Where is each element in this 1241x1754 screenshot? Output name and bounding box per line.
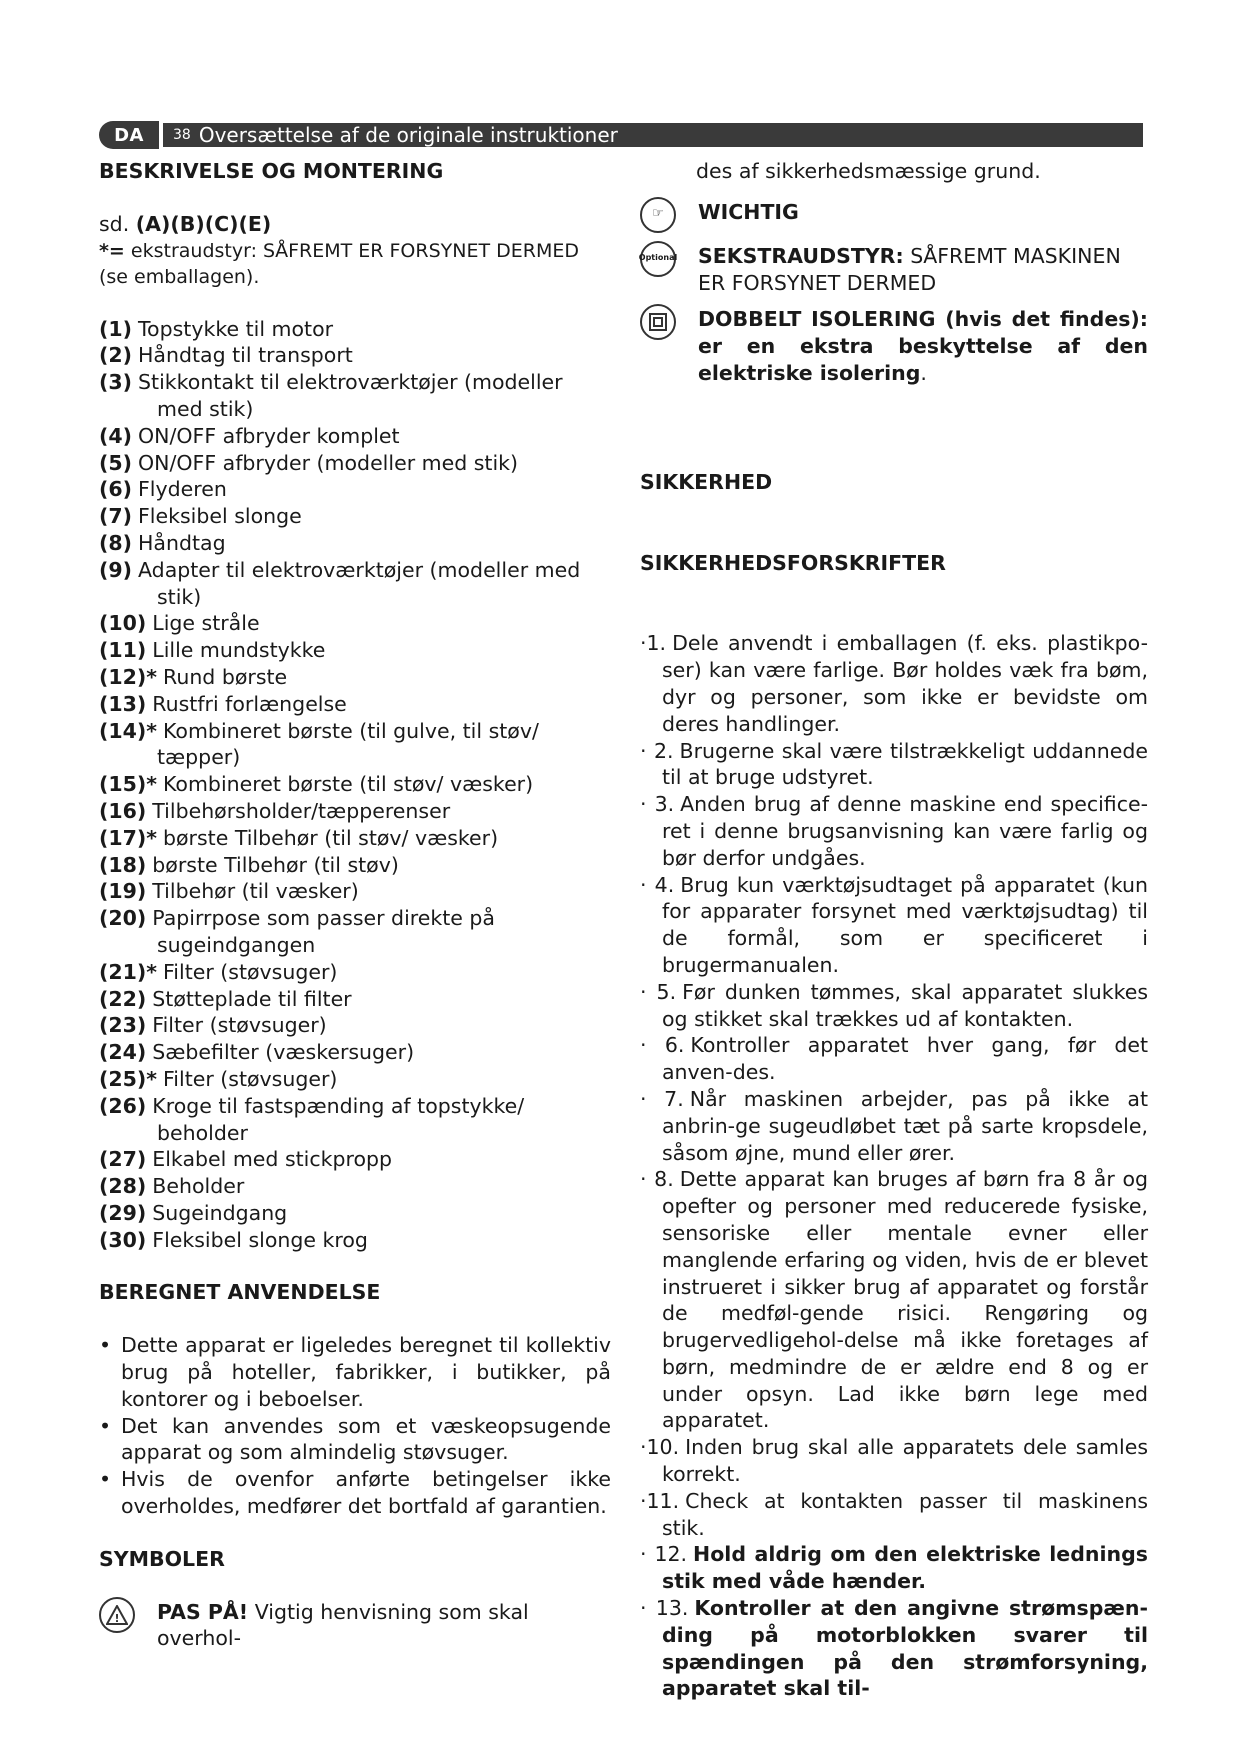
part-label: Håndtag <box>138 530 226 555</box>
warning-triangle-icon <box>99 1597 135 1633</box>
rule-text: Brugerne skal være tilstrækkeligt uddannede til at bruge udstyret. <box>662 738 1148 790</box>
part-label: Flyderen <box>138 477 227 502</box>
part-number: (13) <box>99 691 147 716</box>
warning-symbol-row <box>99 1599 611 1653</box>
part-label: Lige stråle <box>152 611 260 636</box>
safety-rule <box>640 1032 1148 1086</box>
part-label: Støtteplade til filter <box>152 986 352 1011</box>
rule-text: Når maskinen arbejder, pas på ikke at anbrin-ge sugeudløbet tæt på sarte kropsdele, såsom øjne, mund eller ører. <box>662 1086 1148 1165</box>
part-label: Lille mundstykke <box>152 638 326 663</box>
part-item <box>99 342 611 369</box>
part-item <box>99 905 611 959</box>
optional-symbol-row <box>640 243 1148 297</box>
safety-rule <box>640 1541 1148 1595</box>
part-item <box>99 1146 611 1173</box>
rule-text: Anden brug af denne maskine end specifice-ret i denne brugsanvisning kan være farlig og bør derfor undgåes. <box>662 792 1149 870</box>
optional-symbol-desc: SÅFREMT MASKINEN ER FORSYNET DERMED <box>698 243 1121 295</box>
part-number: (8) <box>99 530 133 555</box>
part-number: (29) <box>99 1200 147 1225</box>
rule-text: Hold aldrig om den elektriske lednings stik med våde hænder. <box>662 1542 1148 1594</box>
part-number: (6) <box>99 477 133 502</box>
part-label: Håndtag til transport <box>138 343 353 368</box>
part-item <box>99 1173 611 1200</box>
part-label: børste Tilbehør (til støv) <box>152 852 399 877</box>
rule-text: Kontroller at den angivne strømspæn-ding på motorblokken svarer til spændingen på den strømforsyning, apparatet skal til- <box>662 1596 1148 1701</box>
rule-text: Før dunken tømmes, skal apparatet slukkes og stikket skal trækkes ud af kontakten. <box>662 979 1149 1031</box>
intended-use-list <box>99 1332 611 1520</box>
rule-number: · 13. <box>640 1596 689 1621</box>
part-number: (11) <box>99 638 147 663</box>
pointing-hand-icon: ☞ <box>640 197 676 233</box>
part-number: (19) <box>99 879 147 904</box>
intended-use-item: • Dette apparat er ligeledes beregnet til kollektiv brug på hoteller, fabrikker, i butikker, på kontorer og i beboelser. <box>99 1332 611 1412</box>
part-item <box>99 771 611 798</box>
part-item <box>99 1039 611 1066</box>
part-item <box>99 423 611 450</box>
part-label: Tilbehørsholder/tæpperenser <box>152 798 451 823</box>
safety-rule <box>640 1086 1148 1166</box>
part-number: (3) <box>99 370 133 395</box>
parts-list <box>99 316 611 1254</box>
part-item <box>99 691 611 718</box>
safety-rule <box>640 1488 1148 1542</box>
part-number: (16) <box>99 798 147 823</box>
header-bar <box>163 123 1143 147</box>
rule-text: Kontroller apparatet hver gang, før det anven-des. <box>662 1033 1149 1085</box>
part-item <box>99 503 611 530</box>
safety-rule <box>640 1595 1148 1702</box>
part-number: (14)* <box>99 718 157 743</box>
optional-icon: Optional <box>640 241 676 277</box>
part-label: Filter (støvsuger) <box>163 1066 338 1091</box>
part-label: Stikkontakt til elektroværktøjer (modeller med stik) <box>138 370 563 421</box>
rule-number: · 7. <box>640 1086 684 1111</box>
part-label: Rustfri forlængelse <box>152 691 347 716</box>
rule-number: · 4. <box>640 872 675 897</box>
part-label: ON/OFF afbryder komplet <box>138 423 400 448</box>
reference-line <box>99 211 611 238</box>
rule-text: Brug kun værktøjsudtaget på apparatet (kun for apparater forsynet med værktøjsudtag) til de formål, som er specificeret i brugermanualen. <box>662 872 1149 977</box>
part-item <box>99 798 611 825</box>
part-number: (27) <box>99 1147 147 1172</box>
safety-rules-list <box>640 630 1148 1702</box>
description-heading: BESKRIVELSE OG MONTERING <box>99 159 444 183</box>
part-number: (20) <box>99 906 147 931</box>
part-item <box>99 718 611 772</box>
rule-number: · 8. <box>640 1167 674 1192</box>
double-insulation-end: . <box>920 360 927 385</box>
safety-rule <box>640 1166 1148 1434</box>
part-item <box>99 369 611 423</box>
rule-number: · 2. <box>640 738 674 763</box>
rule-number: · 5. <box>640 979 677 1004</box>
part-label: børste Tilbehør (til støv/ væsker) <box>163 825 499 850</box>
part-number: (26) <box>99 1093 147 1118</box>
part-number: (15)* <box>99 772 157 797</box>
double-insulation-text <box>698 306 1148 386</box>
part-item <box>99 450 611 477</box>
safety-rule <box>640 630 1148 737</box>
part-item <box>99 959 611 986</box>
intended-use-item: • Det kan anvendes som et væskeopsugende apparat og som almindelig støvsuger. <box>99 1413 611 1467</box>
double-insulation-icon <box>640 304 676 340</box>
part-item <box>99 530 611 557</box>
part-number: (25)* <box>99 1066 157 1091</box>
part-item <box>99 878 611 905</box>
part-item <box>99 1012 611 1039</box>
part-item <box>99 664 611 691</box>
intended-use-item: • Hvis de ovenfor anførte betingelser ikke overholdes, medfører det bortfald af garantien. <box>99 1466 611 1520</box>
part-number: (7) <box>99 504 133 529</box>
safety-rule <box>640 979 1148 1033</box>
rule-text: Dette apparat kan bruges af børn fra 8 år og opefter og personer med reducerede fysiske, sensoriske eller mentale evner eller manglende erfaring og viden, hvis de er blevet instrueret i sikker brug af apparatet og forstår de medføl-gende risici. Rengøring og brugervedligehol-delse må ikke foretages af børn, medmindre de er ældre end 8 og er under opsyn. Lad ikke børn lege med apparatet. <box>662 1167 1148 1433</box>
rule-number: · 12. <box>640 1542 688 1567</box>
part-item <box>99 1200 611 1227</box>
page-number: 38 <box>173 127 191 143</box>
part-label: Kombineret børste (til støv/ væsker) <box>163 772 534 797</box>
part-number: (9) <box>99 557 133 582</box>
rule-text: Check at kontakten passer til maskinens stik. <box>662 1488 1148 1540</box>
safety-rule <box>640 791 1148 871</box>
svg-text:!: ! <box>114 1611 120 1625</box>
rule-number: · 3. <box>640 792 675 817</box>
part-number: (1) <box>99 316 133 341</box>
safety-rule <box>640 1434 1148 1488</box>
rule-number: ·1. <box>640 631 667 656</box>
part-label: Tilbehør (til væsker) <box>152 879 359 904</box>
ref-prefix: sd. <box>99 211 130 236</box>
part-label: Sugeindgang <box>152 1200 288 1225</box>
part-number: (5) <box>99 450 133 475</box>
part-number: (2) <box>99 343 133 368</box>
part-item <box>99 316 611 343</box>
safety-heading: SIKKERHED <box>640 469 773 494</box>
part-label: Papirrpose som passer direkte på sugeindgangen <box>152 906 495 957</box>
part-label: ON/OFF afbryder (modeller med stik) <box>138 450 519 475</box>
part-label: Filter (støvsuger) <box>163 959 338 984</box>
right-column <box>640 158 1148 1702</box>
part-number: (22) <box>99 986 147 1011</box>
part-item <box>99 1066 611 1093</box>
part-number: (17)* <box>99 825 157 850</box>
part-item <box>99 986 611 1013</box>
part-number: (21)* <box>99 959 157 984</box>
rule-text: Dele anvendt i emballagen (f. eks. plastikpo-ser) kan være farlige. Bør holdes væk fra bøm, dyr og personer, som ikke er bevidste om deres handlinger. <box>662 631 1148 736</box>
page-header <box>99 121 1143 149</box>
ref-letters: (A)(B)(C)(E) <box>135 211 272 236</box>
part-item <box>99 637 611 664</box>
rule-text: Inden brug skal alle apparatets dele samles korrekt. <box>662 1435 1148 1487</box>
rule-number: ·11. <box>640 1488 680 1513</box>
optional-text: ekstraudstyr: SÅFREMT ER FORSYNET DERMED (se emballagen). <box>99 239 579 288</box>
part-item <box>99 825 611 852</box>
part-item <box>99 476 611 503</box>
warning-text-line <box>157 1599 611 1653</box>
part-item <box>99 610 611 637</box>
warning-continuation: des af sikkerhedsmæssige grund. <box>696 159 1041 183</box>
part-number: (4) <box>99 423 133 448</box>
safety-rule <box>640 872 1148 979</box>
part-label: Kroge til fastspænding af topstykke/ beholder <box>152 1093 525 1145</box>
part-label: Fleksibel slonge krog <box>152 1227 368 1252</box>
part-label: Topstykke til motor <box>138 316 334 341</box>
optional-symbol-text <box>698 243 1148 297</box>
safety-rule <box>640 738 1148 792</box>
part-number: (30) <box>99 1227 147 1252</box>
optional-symbol-bold: SEKSTRAUDSTYR: <box>698 243 904 268</box>
header-title: Oversættelse af de originale instruktioner <box>198 123 618 147</box>
part-label: Filter (støvsuger) <box>152 1013 327 1038</box>
part-label: Sæbefilter (væskersuger) <box>152 1040 415 1065</box>
part-number: (24) <box>99 1040 147 1065</box>
warning-text: Vigtig henvisning som skal overhol- <box>157 1599 529 1651</box>
part-number: (10) <box>99 611 147 636</box>
part-number: (28) <box>99 1174 147 1199</box>
part-item <box>99 1227 611 1254</box>
part-label: Adapter til elektroværktøjer (modeller med stik) <box>138 557 581 609</box>
part-label: Fleksibel slonge <box>138 504 302 529</box>
language-badge: DA <box>99 121 159 149</box>
intended-use-heading: BEREGNET ANVENDELSE <box>99 1280 381 1305</box>
important-symbol-row <box>640 199 1148 233</box>
optional-mark: *= <box>99 239 125 262</box>
part-number: (12)* <box>99 664 157 689</box>
rule-number: · 6. <box>640 1033 685 1058</box>
optional-note <box>99 238 611 290</box>
important-label: WICHTIG <box>698 199 799 224</box>
part-number: (18) <box>99 852 147 877</box>
part-number: (23) <box>99 1013 147 1038</box>
part-item <box>99 1093 611 1147</box>
part-label: Rund børste <box>163 664 288 689</box>
part-item <box>99 557 611 611</box>
rule-number: ·10. <box>640 1435 680 1460</box>
part-label: Kombineret børste (til gulve, til støv/ tæpper) <box>157 718 539 770</box>
part-label: Beholder <box>152 1174 245 1199</box>
double-insulation-row <box>640 306 1148 386</box>
warning-bold: PAS PÅ! <box>157 1599 249 1624</box>
left-column <box>99 158 611 1662</box>
part-item <box>99 852 611 879</box>
part-label: Elkabel med stickpropp <box>152 1147 393 1172</box>
symbols-heading: SYMBOLER <box>99 1546 225 1571</box>
double-insulation-bold: DOBBELT ISOLERING (hvis det findes): er en ekstra beskyttelse af den elektriske isolering <box>698 307 1148 385</box>
safety-subheading: SIKKERHEDSFORSKRIFTER <box>640 550 946 575</box>
